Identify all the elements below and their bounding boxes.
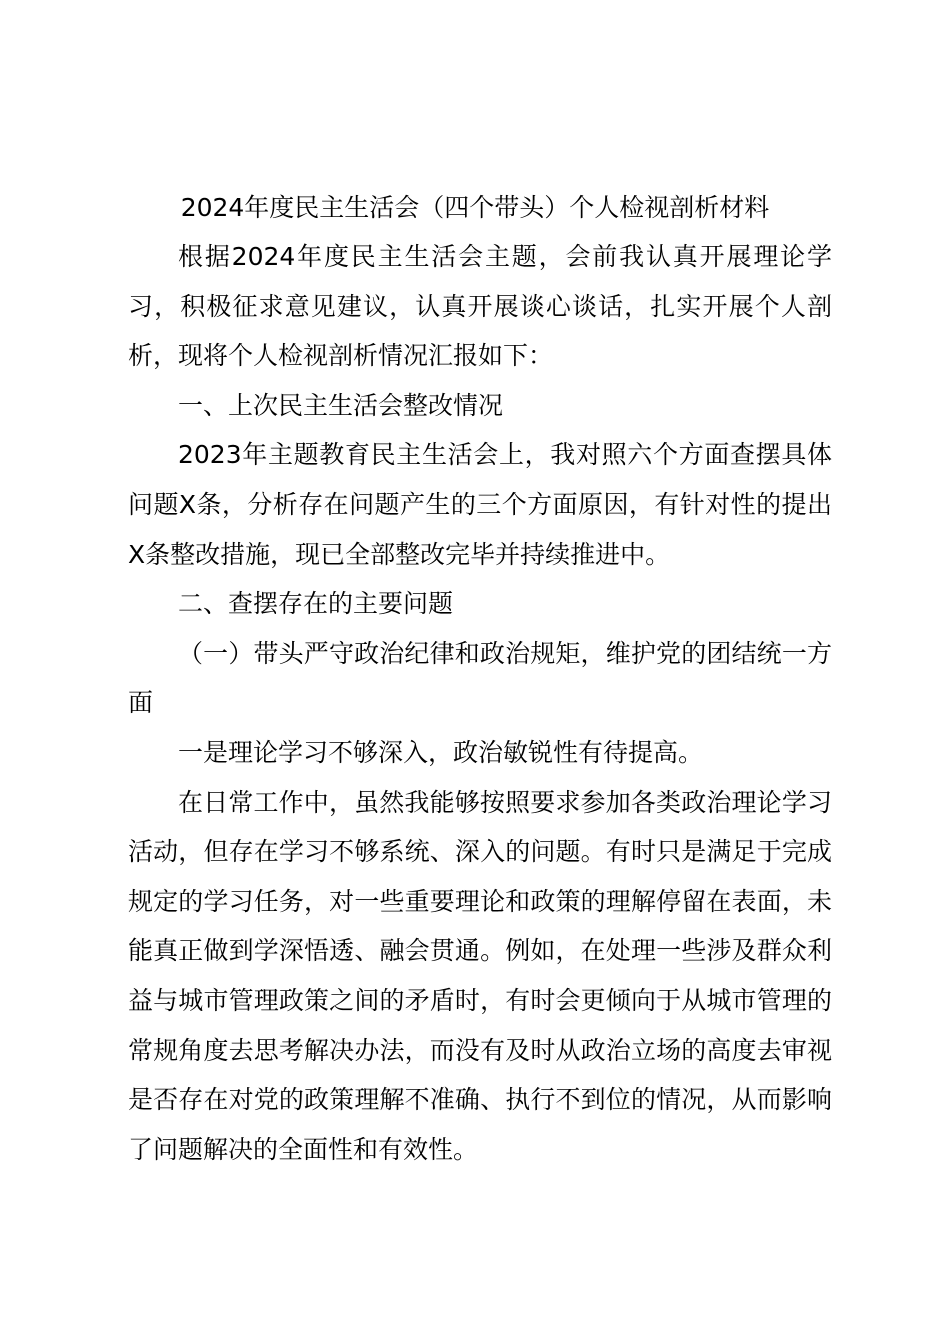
document-title: 2024年度民主生活会（四个带头）个人检视剖析材料 [180, 193, 770, 222]
document-body [128, 232, 832, 1174]
paragraph-point-1: 一是理论学习不够深入，政治敏锐性有待提高。 [178, 737, 704, 767]
section-heading-1: 一、上次民主生活会整改情况 [178, 390, 504, 420]
section-heading-2: 二、查摆存在的主要问题 [178, 589, 454, 619]
paragraph-detail: 在日常工作中，虽然我能够按照要求参加各类政治理论学习活动，但存在学习不够系统、深入的问题。有时只是满足于完成规定的学习任务，对一些重要理论和政策的理解停留在表面，未能真正做到学深悟透、融会贯通。例如，在处理一些涉及群众利益与城市管理政策之间的矛盾时，有时会更倾向于从城市管理的常规角度去思考解决办法，而没有及时从政治立场的高度去审视是否存在对党的政策理解不准确、执行不到位的情况，从而影响了问题解决的全面性和有效性。 [128, 787, 832, 1164]
subsection-heading-1: （一）带头严守政治纪律和政治规矩，维护党的团结统一方面 [128, 638, 832, 718]
paragraph-intro: 根据2024年度民主生活会主题，会前我认真开展理论学习，积极征求意见建议，认真开展谈心谈话，扎实开展个人剖析，现将个人检视剖析情况汇报如下： [128, 242, 832, 371]
paragraph-rectification: 2023年主题教育民主生活会上，我对照六个方面查摆具体问题X条，分析存在问题产生的三个方面原因，有针对性的提出X条整改措施，现已全部整改完毕并持续推进中。 [128, 440, 832, 569]
